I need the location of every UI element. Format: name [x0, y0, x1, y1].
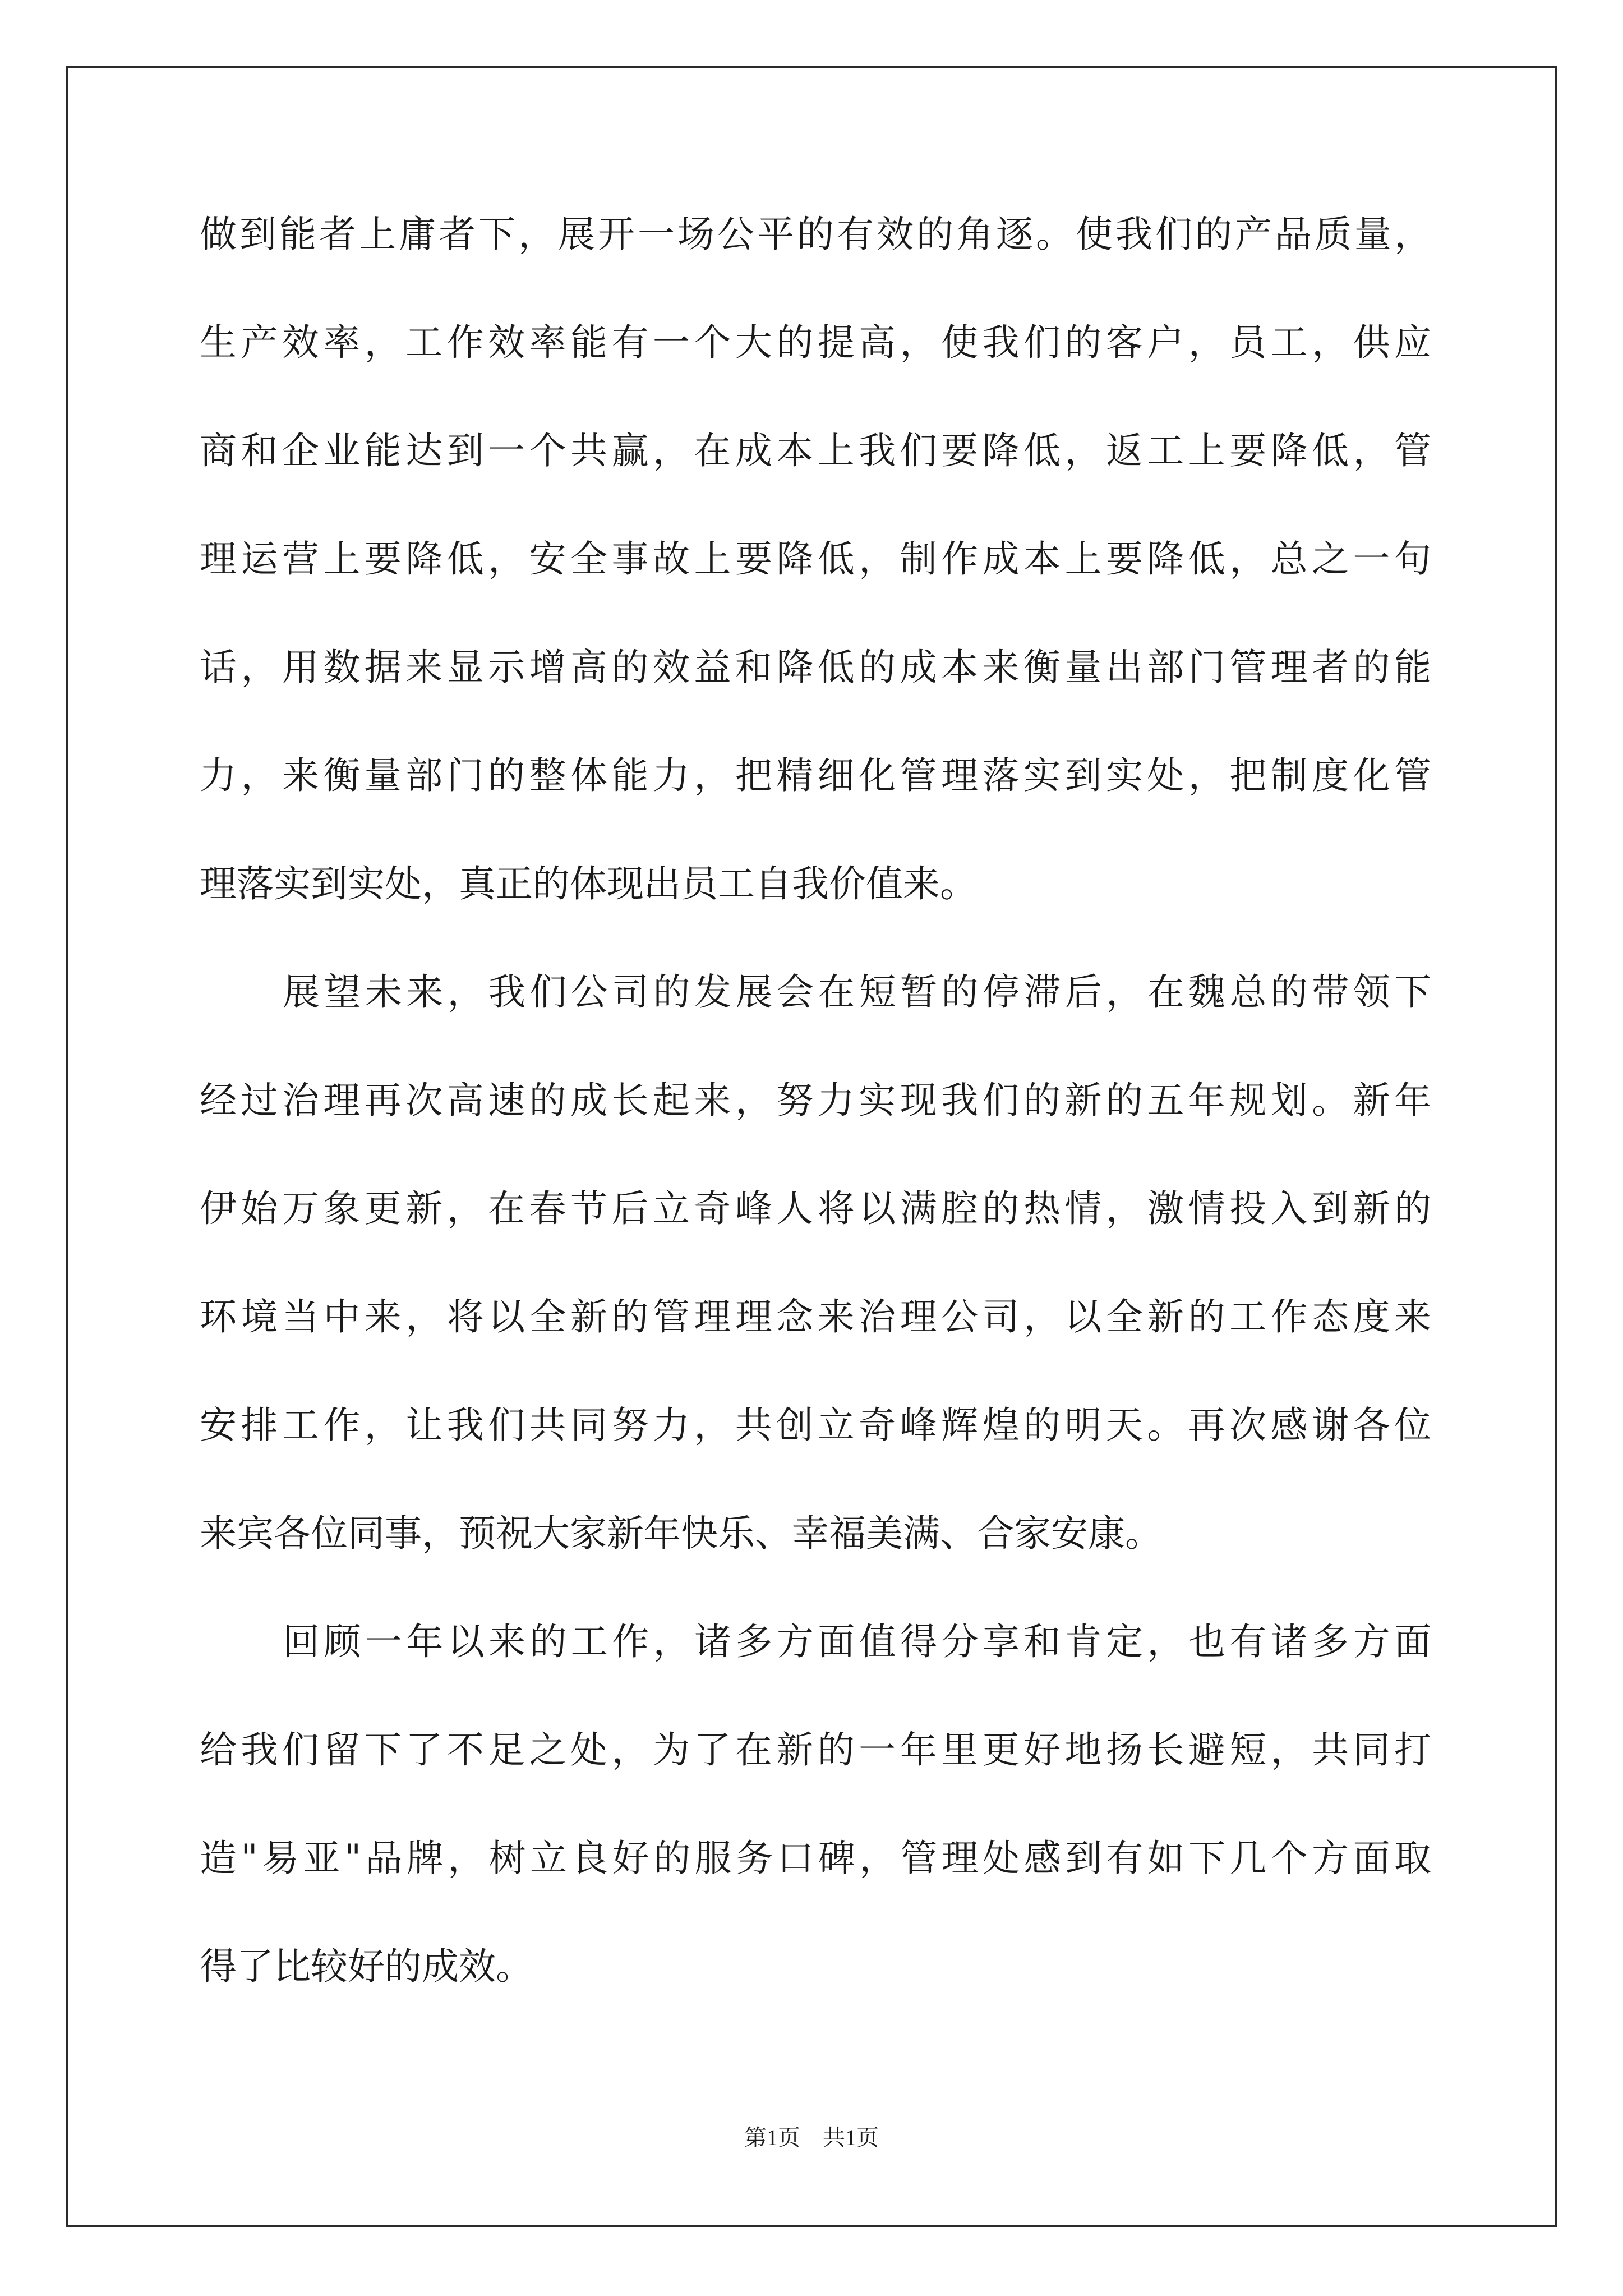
document-body [200, 213, 1431, 1988]
paragraph-1-line-6: 力，来衡量部门的整体能力，把精细化管理落实到实处，把制度化管 [200, 754, 1431, 797]
page-total: 共1页 [823, 2125, 879, 2150]
paragraph-2-line-6: 来宾各位同事，预祝大家新年快乐、幸福美满、合家安康。 [200, 1512, 1162, 1555]
paragraph-2-line-1: 展望未来，我们公司的发展会在短暂的停滞后，在魏总的带领下 [283, 970, 1431, 1014]
paragraph-1-line-2: 生产效率，工作效率能有一个大的提高，使我们的客户，员工，供应 [200, 321, 1431, 364]
page-number: 第1页 [744, 2125, 800, 2150]
paragraph-1-line-4: 理运营上要降低，安全事故上要降低，制作成本上要降低，总之一句 [200, 537, 1431, 581]
paragraph-2-line-2: 经过治理再次高速的成长起来，努力实现我们的新的五年规划。新年 [200, 1079, 1431, 1122]
paragraph-1-line-5: 话，用数据来显示增高的效益和降低的成本来衡量出部门管理者的能 [200, 646, 1431, 689]
paragraph-3-line-3: 造"易亚"品牌，树立良好的服务口碑，管理处感到有如下几个方面取 [200, 1837, 1431, 1880]
paragraph-2-line-5: 安排工作，让我们共同努力，共创立奇峰辉煌的明天。再次感谢各位 [200, 1404, 1431, 1447]
paragraph-1-line-3: 商和企业能达到一个共赢，在成本上我们要降低，返工上要降低，管 [200, 429, 1431, 472]
page-footer [0, 2127, 1623, 2149]
paragraph-3-line-2: 给我们留下了不足之处，为了在新的一年里更好地扬长避短，共同打 [200, 1728, 1431, 1772]
paragraph-3-line-1: 回顾一年以来的工作，诸多方面值得分享和肯定，也有诸多方面 [283, 1620, 1431, 1663]
paragraph-2-line-4: 环境当中来，将以全新的管理理念来治理公司，以全新的工作态度来 [200, 1295, 1431, 1338]
paragraph-1-line-7: 理落实到实处，真正的体现出员工自我价值来。 [200, 862, 977, 905]
paragraph-3-line-4: 得了比较好的成效。 [200, 1945, 533, 1988]
paragraph-2-line-3: 伊始万象更新，在春节后立奇峰人将以满腔的热情，激情投入到新的 [200, 1187, 1431, 1230]
paragraph-1-line-1: 做到能者上庸者下，展开一场公平的有效的角逐。使我们的产品质量， [200, 213, 1431, 256]
